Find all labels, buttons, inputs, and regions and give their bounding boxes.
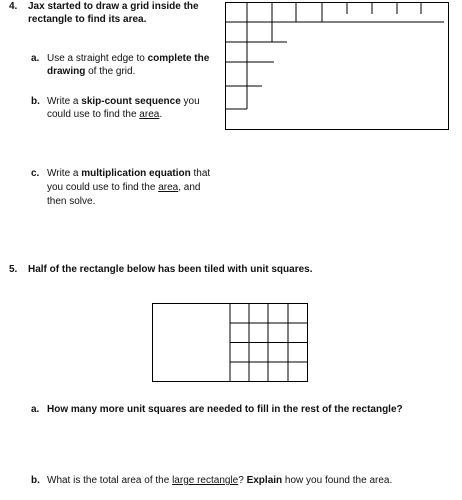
q4-part-c-line2-text: you could use to find the — [47, 182, 159, 193]
q4-part-b-line1-text: Write a — [47, 96, 82, 107]
q4-part-a-line2-bold: drawing — [47, 66, 86, 77]
q4-part-c-line2-post: , and — [178, 182, 201, 193]
q4-part-c-line1-post: that — [190, 168, 211, 179]
q5-part-a-letter: a. — [31, 404, 40, 415]
q4-part-b-line1-bold: skip-count sequence — [81, 96, 181, 107]
q4-part-b-line2-post: . — [159, 109, 163, 120]
q5-part-b-underlined: large rectangle — [172, 475, 239, 486]
q4-part-a-line1-bold: complete the — [147, 53, 210, 64]
q4-part-a-line2-text: of the grid. — [85, 66, 136, 77]
q5-part-b-letter: b. — [31, 475, 40, 486]
q4-prompt-line2: rectangle to find its area. — [28, 14, 147, 25]
q5-number: 5. — [9, 264, 18, 275]
q4-part-a-line2 — [47, 65, 135, 78]
q5-part-b-post: how you found the area. — [282, 475, 393, 486]
q4-part-c-line1 — [47, 167, 210, 180]
q4-part-c-line2 — [47, 181, 200, 194]
q4-part-c-line3: then solve. — [47, 196, 96, 207]
q4-part-c-line1-text: Write a — [47, 168, 82, 179]
q4-part-b-line1-post: you — [180, 96, 200, 107]
q4-part-a-line1 — [47, 52, 209, 65]
q4-part-b-area-word: area — [139, 109, 160, 120]
q5-half-tiled-rectangle — [149, 300, 312, 385]
q4-part-b-line2-text: could use to find the — [47, 109, 140, 120]
q5-part-b-bold: Explain — [246, 475, 283, 486]
q5-part-b-line — [47, 474, 392, 487]
q4-part-b-line1 — [47, 95, 200, 108]
q4-part-a-letter: a. — [31, 53, 40, 64]
q5-part-b-text: What is the total area of the — [47, 475, 173, 486]
q4-part-b-letter: b. — [31, 96, 40, 107]
q5-part-b-mid: ? — [238, 475, 247, 486]
q4-part-c-area-word: area — [158, 182, 179, 193]
q4-part-a-line1-text: Use a straight edge to — [47, 53, 148, 64]
q4-part-c-line1-bold: multiplication equation — [81, 168, 191, 179]
q5-part-a-text: How many more unit squares are needed to fill in the rest of the rectangle? — [47, 404, 403, 415]
q4-prompt-line1: Jax started to draw a grid inside the — [28, 1, 199, 12]
q4-part-b-line2 — [47, 108, 162, 121]
q4-number: 4. — [9, 1, 18, 12]
q5-prompt: Half of the rectangle below has been tiled with unit squares. — [28, 264, 313, 275]
q4-part-c-letter: c. — [31, 168, 40, 179]
q4-partial-grid-rectangle — [220, 0, 456, 134]
